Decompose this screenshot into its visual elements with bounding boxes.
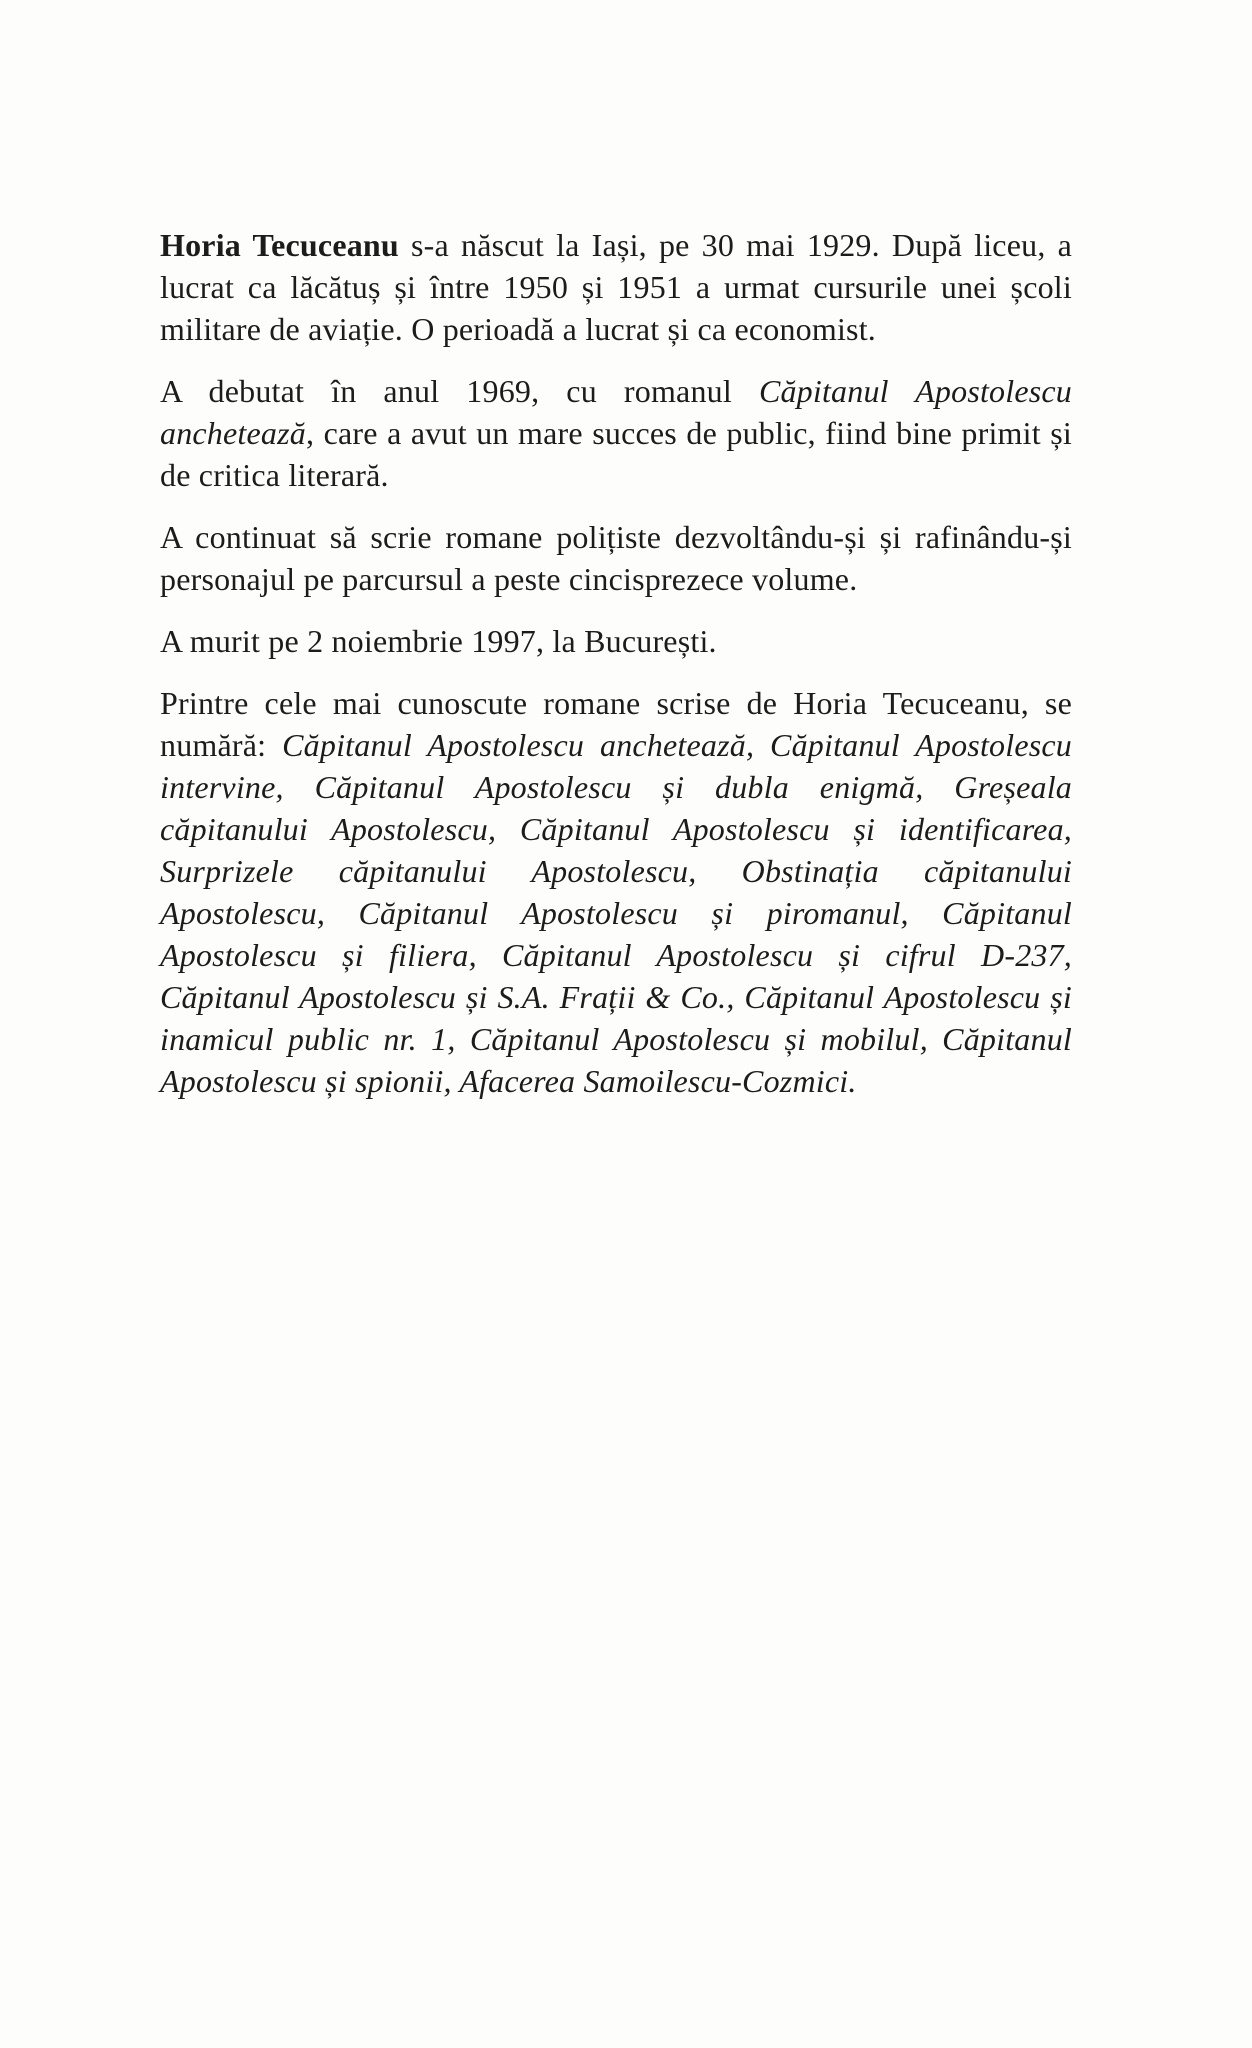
text-run-normal: , care a avut un mare succes de public, fiind bine primit și de critica literară. [160,415,1072,493]
biography-text-block [160,224,1072,1122]
text-run-italic: Căpitanul Apostolescu anchetează, Căpitanul Apostolescu intervine, Căpitanul Apostolescu și dubla enigmă, Greșeala căpitanului Apostolescu, Căpitanul Apostolescu și identificarea, Surprizele căpitanului Apostolescu, Obstinația căpitanului Apostolescu, Căpitanul Apostolescu și piromanul, Căpitanul Apostolescu și filiera, Căpitanul Apostolescu și cifrul D-237, Căpitanul Apostolescu și S.A. Frații & Co., Căpitanul Apostolescu și inamicul public nr. 1, Căpitanul Apostolescu și mobilul, Căpitanul Apostolescu și spionii, Afacerea Samoilescu-Cozmici. [160,727,1072,1099]
text-run-normal: A continuat să scrie romane polițiste dezvoltându-și și rafinându-și personajul pe parcursul a peste cincisprezece volume. [160,519,1072,597]
paragraph [160,620,1072,662]
text-run-italic: Căpitanul Apostolescu anchetează [160,373,1073,451]
text-run-bold: Horia Tecuceanu [160,227,399,263]
text-run-normal: s-a născut la Iași, pe 30 mai 1929. După liceu, a lucrat ca lăcătuș și între 1950 și 1951 a urmat cursurile unei școli militare de aviație. O perioadă a lucrat și ca economist. [160,227,1073,347]
paragraph [160,370,1072,496]
paragraph [160,682,1072,1102]
text-run-normal: A debutat în anul 1969, cu romanul [160,373,759,409]
text-run-normal: A murit pe 2 noiembrie 1997, la București. [160,623,717,659]
text-run-normal: Printre cele mai cunoscute romane scrise de Horia Tecuceanu, se numără: [160,685,1072,763]
paragraph [160,516,1072,600]
paragraph [160,224,1072,350]
